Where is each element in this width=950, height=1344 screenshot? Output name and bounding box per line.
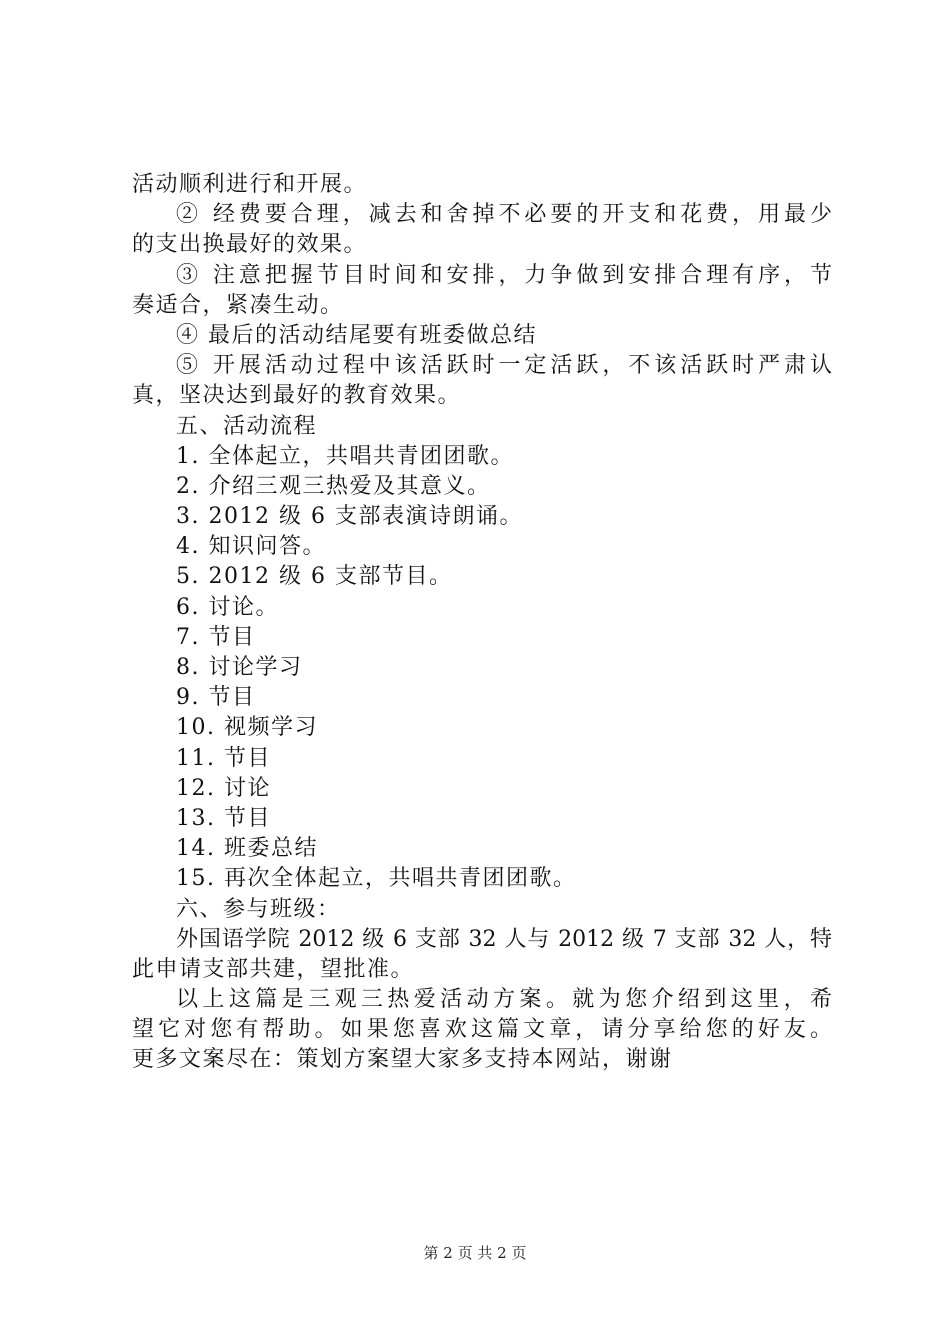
document-body: [132, 170, 832, 1076]
section-heading: 五、活动流程: [176, 413, 318, 439]
body-line: 真，坚决达到最好的教育效果。: [132, 383, 462, 409]
list-item: 5. 2012 级 6 支部节目。: [176, 564, 453, 590]
body-line: 外国语学院 2012 级 6 支部 32 人与 2012 级 7 支部 32 人，特: [176, 926, 832, 952]
body-line: 奏适合，紧凑生动。: [132, 292, 344, 318]
body-line: ③ 注意把握节目时间和安排，力争做到安排合理有序，节: [176, 262, 832, 288]
list-item: 7. 节目: [176, 624, 256, 650]
body-line: 活动顺利进行和开展。: [132, 172, 368, 197]
list-item: 9. 节目: [176, 685, 256, 711]
list-item: 8. 讨论学习: [176, 655, 303, 680]
list-item: 4. 知识问答。: [176, 534, 326, 560]
body-line: 此申请支部共建，望批准。: [132, 956, 415, 982]
list-item: 12. 讨论: [176, 775, 271, 801]
body-line: 望它对您有帮助。如果您喜欢这篇文章，请分享给您的好友。: [132, 1017, 832, 1043]
list-item: 1. 全体起立，共唱共青团团歌。: [176, 443, 514, 469]
body-line: ⑤ 开展活动过程中该活跃时一定活跃，不该活跃时严肃认: [176, 353, 832, 379]
list-item: 15. 再次全体起立，共唱共青团团歌。: [176, 866, 577, 892]
list-item: 14. 班委总结: [176, 836, 318, 862]
list-item: 3. 2012 级 6 支部表演诗朗诵。: [176, 504, 523, 530]
page-footer: 第 2 页 共 2 页: [423, 1244, 527, 1262]
body-line: 的支出换最好的效果。: [132, 232, 368, 258]
body-line: 更多文案尽在：策划方案望大家多支持本网站，谢谢: [132, 1047, 673, 1073]
body-line: 以上这篇是三观三热爱活动方案。就为您介绍到这里，希: [176, 987, 832, 1013]
list-item: 6. 讨论。: [176, 594, 279, 620]
section-heading: 六、参与班级：: [176, 896, 341, 922]
body-line: ④ 最后的活动结尾要有班委做总结: [176, 322, 537, 348]
list-item: 2. 介绍三观三热爱及其意义。: [176, 473, 491, 499]
list-item: 11. 节目: [176, 745, 271, 771]
list-item: 10. 视频学习: [176, 715, 318, 741]
body-line: ② 经费要合理，减去和舍掉不必要的开支和花费，用最少: [176, 202, 832, 228]
list-item: 13. 节目: [176, 805, 271, 831]
